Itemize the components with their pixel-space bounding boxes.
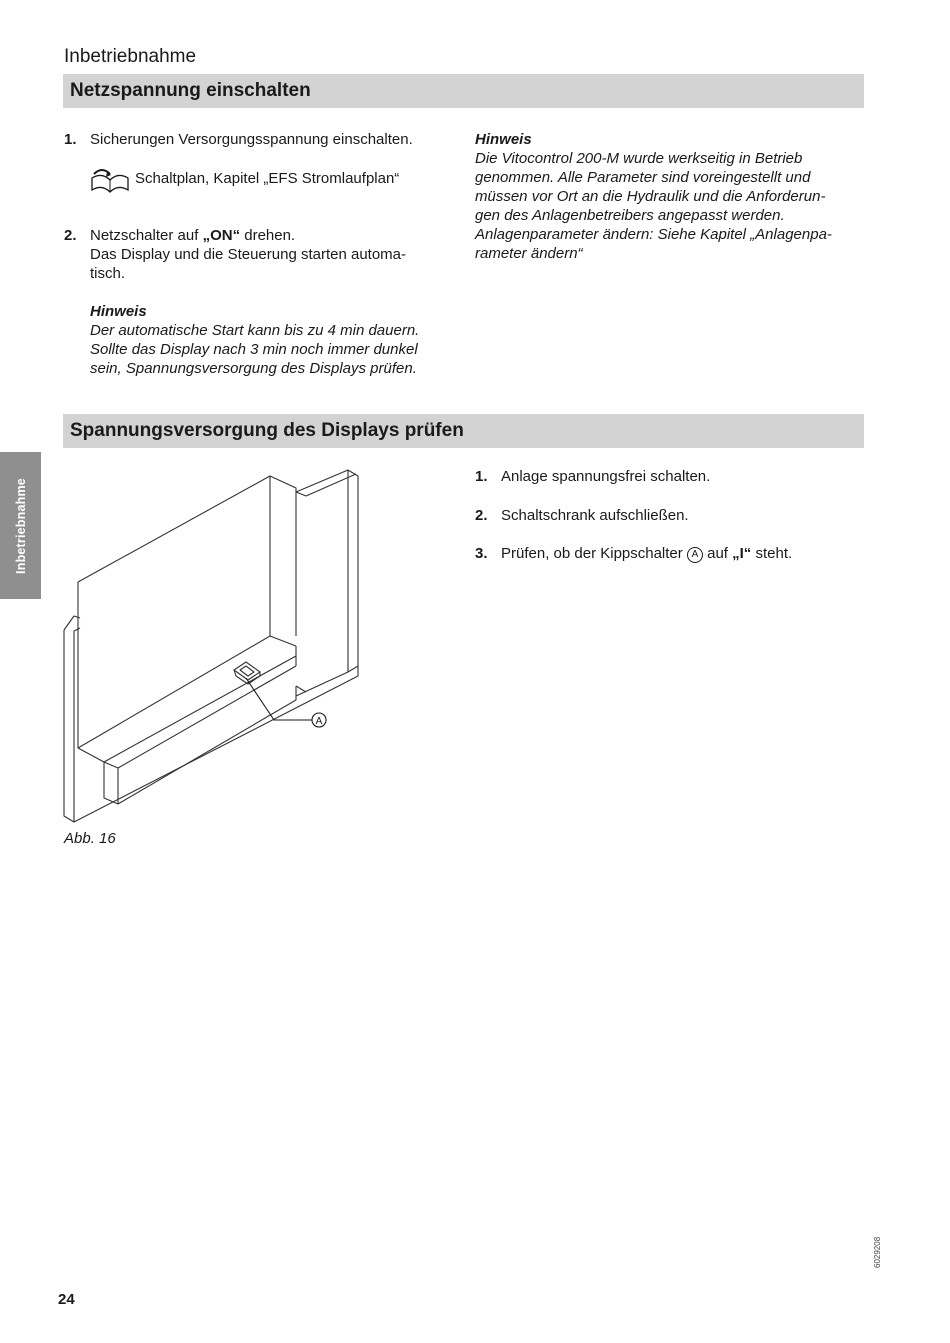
step-2-line-3: tisch. [90,265,126,282]
figure-marker-a: A [315,716,323,727]
hint-line: rameter ändern“ [475,245,583,262]
step-text: Prüfen, ob der Kippschalter A auf „I“ steht. [501,545,793,562]
hint-line: gen des Anlagenbetreibers angepasst werden. [475,207,785,224]
step-text: Sicherungen Versorgungsspannung einschalten. [90,131,413,148]
step-text: Netzschalter auf „ON“ drehen. [90,227,296,244]
reference-text: Schaltplan, Kapitel „EFS Stromlaufplan“ [135,170,400,187]
book-reference-icon [88,166,132,201]
document-number: 6029208 [873,1236,882,1268]
hint-heading: Hinweis [475,131,532,148]
hint-line: Die Vitocontrol 200-M wurde werkseitig in Betrieb [475,150,803,167]
section-heading-netzspannung: Netzspannung einschalten [63,74,864,108]
step-2-line-2: Das Display und die Steuerung starten automa- [90,246,407,263]
hint-right [475,130,832,263]
hint-left [90,302,419,378]
step-number: 1. [64,131,77,148]
step-number: 3. [475,545,488,562]
step-number: 2. [475,507,488,524]
side-tab-label: Inbetriebnahme [13,477,28,574]
hint-heading: Hinweis [90,303,147,320]
figure-caption: Abb. 16 [64,830,116,847]
step-number: 1. [475,468,488,485]
step-text: Anlage spannungsfrei schalten. [501,468,711,485]
hint-line: Anlagenparameter ändern: Siehe Kapitel „Anlagenpa- [475,226,832,243]
page-number: 24 [58,1291,75,1308]
step-text: Schaltschrank aufschließen. [501,507,689,524]
hint-line: sein, Spannungsversorgung des Displays prüfen. [90,360,417,377]
step-number: 2. [64,227,77,244]
hint-line: genommen. Alle Parameter sind voreingestellt und [475,169,811,186]
hint-line: müssen vor Ort an die Hydraulik und die Anforderun- [475,188,826,205]
cabinet-figure [60,466,370,841]
hint-line: Der automatische Start kann bis zu 4 min dauern. [90,322,420,339]
section-heading-spannungsversorgung: Spannungsversorgung des Displays prüfen [63,414,864,448]
side-tab [0,452,41,599]
hint-line: Sollte das Display nach 3 min noch immer dunkel [90,341,418,358]
chapter-title: Inbetriebnahme [64,46,197,67]
marker-a-icon: A [687,547,703,563]
